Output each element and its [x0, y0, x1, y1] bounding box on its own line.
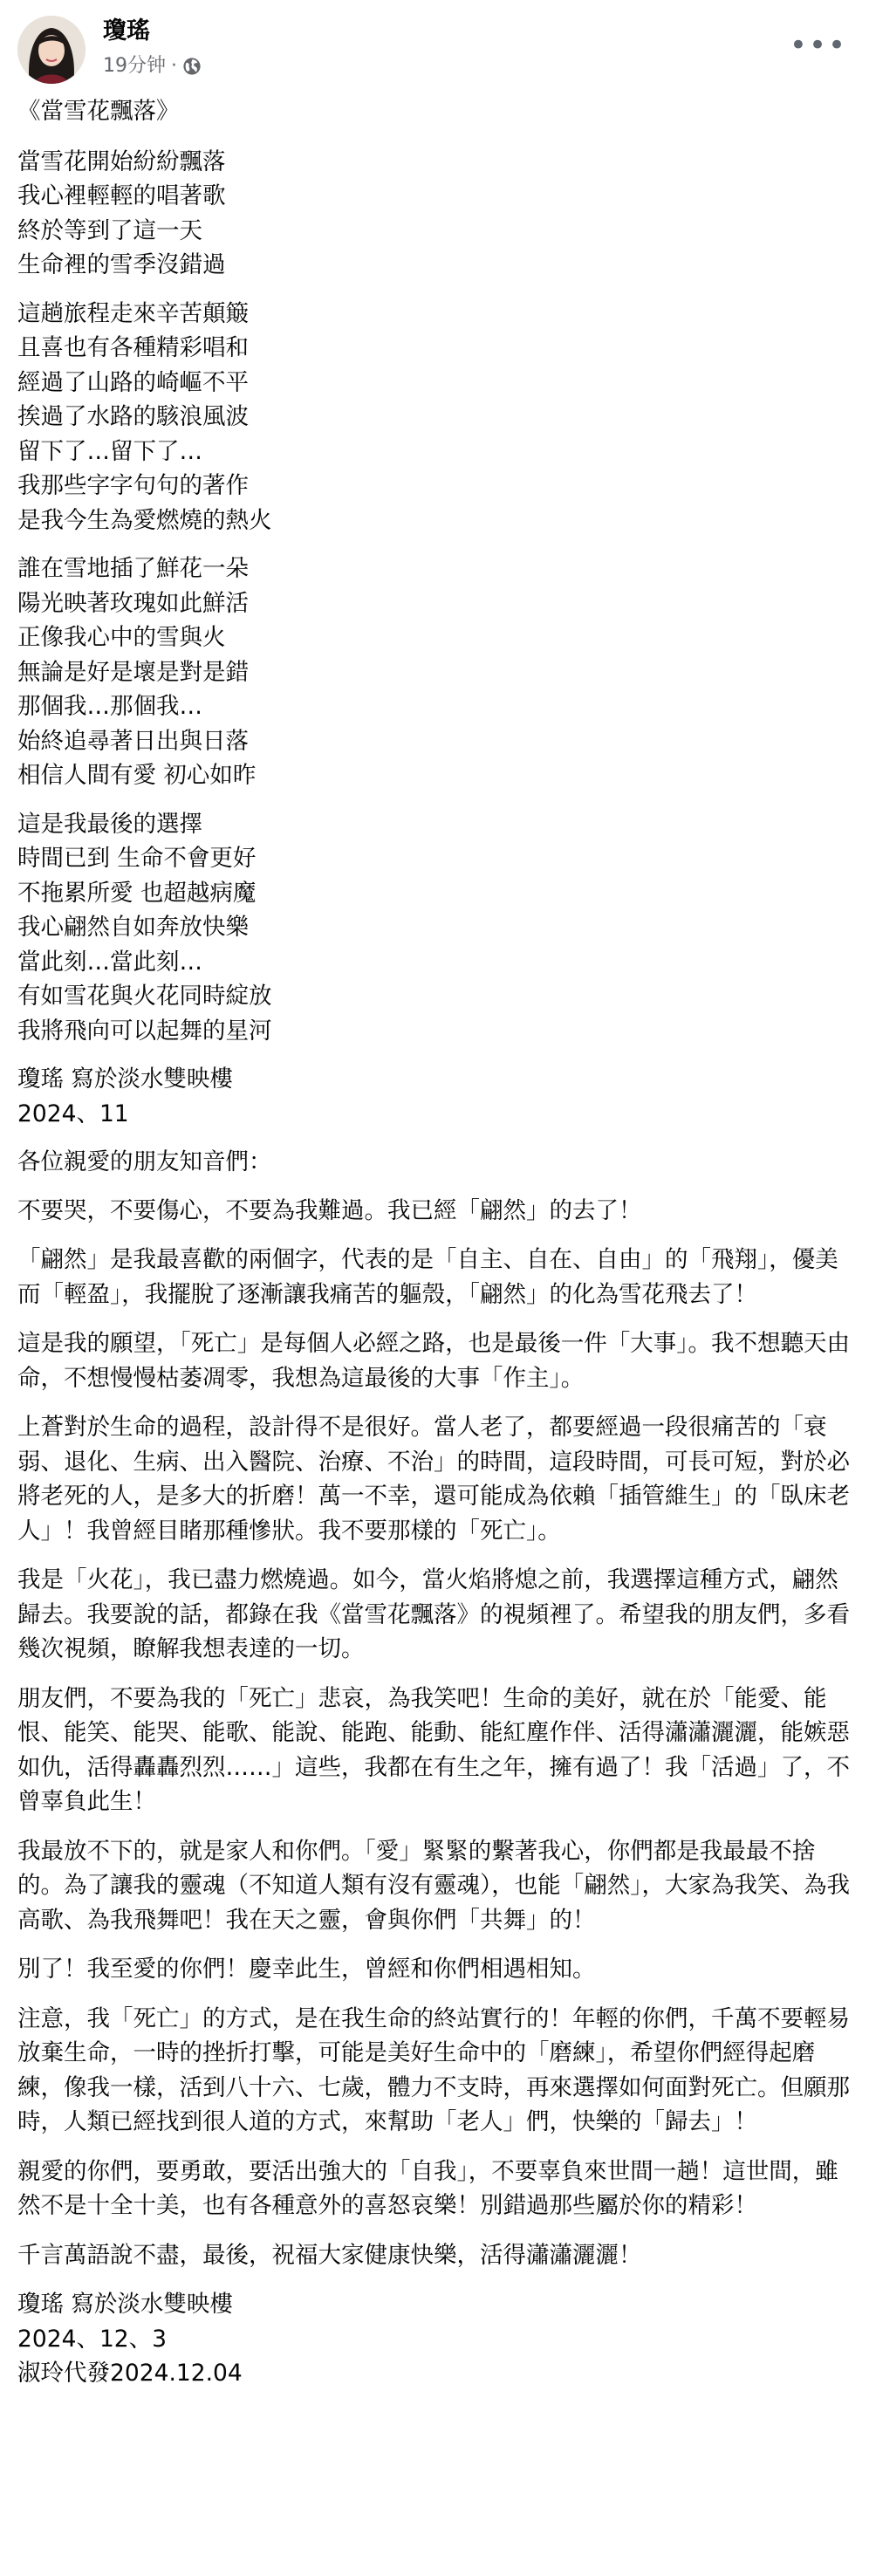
letter-paragraph-7: 我最放不下的，就是家人和你們。「愛」緊緊的繫著我心，你們都是我最最不捨的。為了讓我的靈魂（不知道人類有沒有靈魂），也能「翩然」，大家為我笑、為我高歌、為我飛舞吧！我在天之靈，會與你們「共舞」的！ [17, 1837, 850, 1934]
post-content [17, 94, 853, 2405]
poem-stanza-4: 這是我最後的選擇 時間已到 生命不會更好 不拖累所愛 也超越病魔 我心翩然自如奔放快樂 當此刻…當此刻… 有如雪花與火花同時綻放 我將飛向可以起舞的星河 [17, 810, 272, 1045]
poem-stanza-1: 當雪花開始紛紛飄落 我心裡輕輕的唱著歌 終於等到了這一天 生命裡的雪季沒錯過 [17, 147, 226, 278]
letter-paragraph-2: 「翩然」是我最喜歡的兩個字，代表的是「自主、自在、自由」的「飛翔」，優美而「輕盈」，我擺脫了逐漸讓我痛苦的軀殼，「翩然」的化為雪花飛去了！ [17, 1246, 838, 1308]
globe-icon[interactable] [182, 57, 202, 76]
more-options-icon[interactable]: ••• [789, 28, 848, 63]
post-header [0, 0, 869, 94]
letter-paragraph-4: 上蒼對於生命的過程，設計得不是很好。當人老了，都要經過一段很痛苦的「衰弱、退化、生病、出入醫院、治療、不治」的時間，這段時間，可長可短，對於必將老死的人，是多大的折磨！萬一不幸，還可能成為依賴「插管維生」的「臥床老人」！我曾經目睹那種慘狀。我不要那樣的「死亡」。 [17, 1414, 850, 1545]
meta-separator: · [171, 55, 177, 77]
poem-signature: 瓊瑤 寫於淡水雙映樓 2024、11 [17, 1065, 233, 1127]
poem-stanza-2: 這趟旅程走來辛苦顛簸 且喜也有各種精彩唱和 經過了山路的崎嶇不平 挨過了水路的駭浪風波 留下了…留下了… 我那些字字句句的著作 是我今生為愛燃燒的熱火 [17, 299, 272, 534]
letter-paragraph-11: 千言萬語說不盡，最後，祝福大家健康快樂，活得瀟瀟灑灑！ [17, 2241, 642, 2269]
letter-paragraph-9: 注意，我「死亡」的方式，是在我生命的終站實行的！年輕的你們，千萬不要輕易放棄生命，一時的挫折打擊，可能是美好生命中的「磨練」，希望你們經得起磨練，像我一樣，活到八十六、七歲，體力不支時，再來選擇如何面對死亡。但願那時，人類已經找到很人道的方式，來幫助「老人」們，快樂的「歸去」！ [17, 2004, 850, 2135]
avatar-photo [17, 16, 86, 84]
letter-paragraph-10: 親愛的你們，要勇敢，要活出強大的「自我」，不要辜負來世間一趟！這世間，雖然不是十全十美，也有各種意外的喜怒哀樂！別錯過那些屬於你的精彩！ [17, 2157, 838, 2219]
letter-signature: 瓊瑤 寫於淡水雙映樓 2024、12、3 淑玲代發2024.12.04 [17, 2291, 243, 2387]
letter-paragraph-5: 我是「火花」，我已盡力燃燒過。如今，當火焰將熄之前，我選擇這種方式，翩然歸去。我要說的話，都錄在我《當雪花飄落》的視頻裡了。希望我的朋友們，多看幾次視頻，瞭解我想表達的一切。 [17, 1566, 850, 1662]
poem-title: 《當雪花飄落》 [17, 98, 180, 125]
letter-greeting: 各位親愛的朋友知音們： [17, 1148, 272, 1175]
post-meta [103, 52, 202, 80]
poem-stanza-3: 誰在雪地插了鮮花一朵 陽光映著玫瑰如此鮮活 正像我心中的雪與火 無論是好是壞是對是錯 那個我…那個我… 始終追尋著日出與日落 相信人間有愛 初心如昨 [17, 555, 257, 789]
letter-paragraph-6: 朋友們，不要為我的「死亡」悲哀，為我笑吧！生命的美好，就在於「能愛、能恨、能笑、能哭、能歌、能說、能跑、能動、能紅塵作伴、活得瀟瀟灑灑，能嫉惡如仇，活得轟轟烈烈……」這些，我都在有生之年，擁有過了！我「活過」了，不曾辜負此生！ [17, 1684, 850, 1815]
author-name[interactable]: 瓊瑤 [103, 17, 150, 45]
letter-paragraph-8: 別了！我至愛的你們！慶幸此生，曾經和你們相遇相知。 [17, 1956, 596, 1983]
post-time[interactable]: 19分钟 [103, 55, 166, 77]
author-avatar[interactable] [17, 16, 86, 84]
letter-paragraph-1: 不要哭，不要傷心，不要為我難過。我已經「翩然」的去了！ [17, 1196, 642, 1224]
letter-paragraph-3: 這是我的願望，「死亡」是每個人必經之路，也是最後一件「大事」。我不想聽天由命，不想慢慢枯萎凋零，我想為這最後的大事「作主」。 [17, 1330, 850, 1392]
